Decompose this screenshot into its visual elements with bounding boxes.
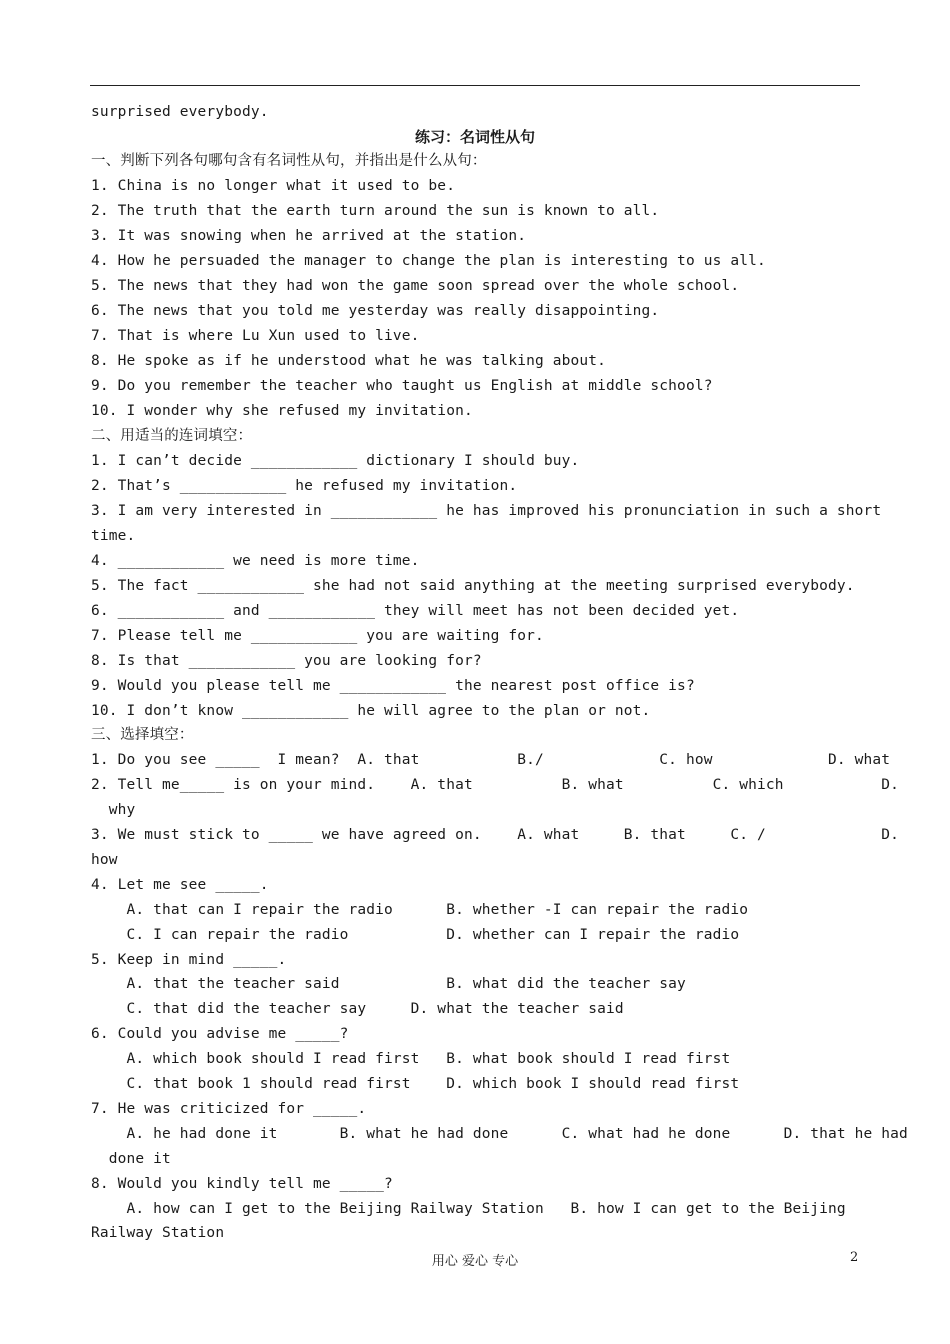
section1-item: 3. It was snowing when he arrived at the station. xyxy=(91,228,527,244)
section3-line: A. how can I get to the Beijing Railway Station B. how I can get to the Beijing xyxy=(91,1201,846,1217)
section3-line: how xyxy=(91,852,118,868)
section1-item: 8. He spoke as if he understood what he was talking about. xyxy=(91,353,607,369)
section3-line: 4. Let me see _____. xyxy=(91,877,269,893)
section3-line: 3. We must stick to _____ we have agreed on. A. what B. that C. / D. xyxy=(91,827,900,843)
section3-line: 1. Do you see _____ I mean? A. that B./ C. how D. what xyxy=(91,752,891,768)
section3-line: A. that can I repair the radio B. whether -I can repair the radio xyxy=(91,902,749,918)
section3-line: C. that did the teacher say D. what the teacher said xyxy=(91,1001,624,1017)
section3-line: A. that the teacher said B. what did the teacher say xyxy=(91,976,686,992)
section2-item: 6. ____________ and ____________ they will meet has not been decided yet. xyxy=(91,603,740,619)
section1-item: 1. China is no longer what it used to be. xyxy=(91,178,456,194)
section3-line: A. which book should I read first B. what book should I read first xyxy=(91,1051,731,1067)
section1-item: 5. The news that they had won the game soon spread over the whole school. xyxy=(91,278,740,294)
section2-item: 3. I am very interested in ____________ he has improved his pronunciation in such a short xyxy=(91,503,882,519)
section3-line: why xyxy=(91,802,136,818)
section3-line: 5. Keep in mind _____. xyxy=(91,952,287,968)
section2-item: 4. ____________ we need is more time. xyxy=(91,553,420,569)
section1-item: 9. Do you remember the teacher who taught us English at middle school? xyxy=(91,378,713,394)
section2-item: time. xyxy=(91,528,136,544)
section2-item: 2. That’s ____________ he refused my invitation. xyxy=(91,478,518,494)
section3-line: C. I can repair the radio D. whether can I repair the radio xyxy=(91,927,740,943)
continuation-text: surprised everybody. xyxy=(91,104,269,120)
section2-item: 5. The fact ____________ she had not said anything at the meeting surprised everybody. xyxy=(91,578,855,594)
footer-text: 用心 爱心 专心 xyxy=(431,1254,519,1269)
section1-item: 6. The news that you told me yesterday was really disappointing. xyxy=(91,303,660,319)
section3-line: 8. Would you kindly tell me _____? xyxy=(91,1176,393,1192)
section3-line: C. that book 1 should read first D. which book I should read first xyxy=(91,1076,740,1092)
page-title: 练习：名词性从句 xyxy=(414,128,535,146)
section3-line: done it xyxy=(91,1151,171,1167)
section3-line: Railway Station xyxy=(91,1225,225,1241)
section2-item: 9. Would you please tell me ____________ the nearest post office is? xyxy=(91,678,695,694)
section2-item: 8. Is that ____________ you are looking for? xyxy=(91,653,482,669)
section3-line: 7. He was criticized for _____. xyxy=(91,1101,367,1117)
section3-line: A. he had done it B. what he had done C. what had he done D. that he had xyxy=(91,1126,908,1142)
section2-heading: 二、用适当的连词填空： xyxy=(91,428,253,444)
section1-item: 2. The truth that the earth turn around the sun is known to all. xyxy=(91,203,660,219)
section1-item: 7. That is where Lu Xun used to live. xyxy=(91,328,420,344)
section1-item: 10. I wonder why she refused my invitation. xyxy=(91,403,473,419)
page-number: 2 xyxy=(850,1250,859,1265)
section2-item: 10. I don’t know ____________ he will agree to the plan or not. xyxy=(91,703,651,719)
section2-item: 1. I can’t decide ____________ dictionary I should buy. xyxy=(91,453,580,469)
section1-heading: 一、判断下列各句哪句含有名词性从句，并指出是什么从句： xyxy=(91,153,487,169)
section1-item: 4. How he persuaded the manager to change the plan is interesting to us all. xyxy=(91,253,766,269)
section3-line: 2. Tell me_____ is on your mind. A. that B. what C. which D. xyxy=(91,777,900,793)
header-rule xyxy=(90,85,860,86)
section3-line: 6. Could you advise me _____? xyxy=(91,1026,349,1042)
section2-item: 7. Please tell me ____________ you are waiting for. xyxy=(91,628,544,644)
section3-heading: 三、选择填空： xyxy=(91,727,194,743)
